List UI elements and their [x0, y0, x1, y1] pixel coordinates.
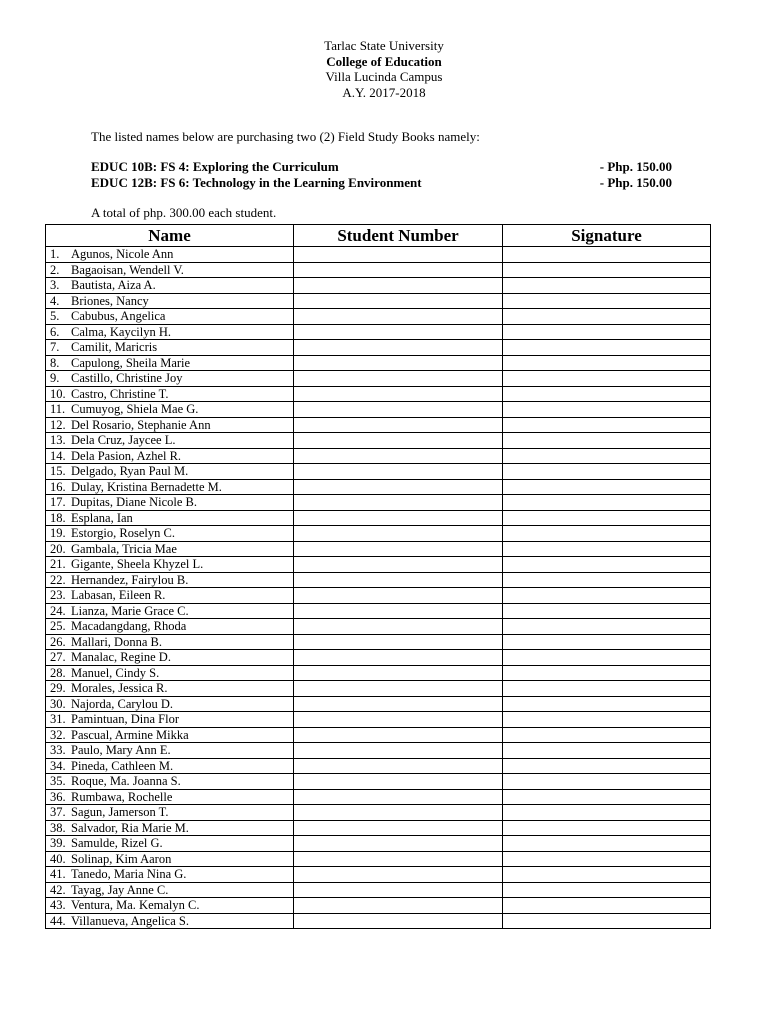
signature-cell	[503, 712, 711, 728]
total-text: A total of php. 300.00 each student.	[91, 205, 277, 220]
student-name-cell	[46, 805, 294, 821]
student-name: Dela Pasion, Azhel R.	[71, 448, 182, 463]
row-number: 28.	[50, 665, 66, 680]
student-number-cell	[294, 495, 503, 511]
signature-cell	[503, 882, 711, 898]
row-number: 10.	[50, 386, 66, 401]
student-name-cell	[46, 727, 294, 743]
row-number: 15.	[50, 464, 66, 479]
signature-cell	[503, 805, 711, 821]
row-number: 33.	[50, 743, 66, 758]
signature-cell	[503, 758, 711, 774]
table-row	[46, 402, 711, 418]
signature-cell	[503, 541, 711, 557]
student-name: Manalac, Regine D.	[71, 650, 171, 665]
student-name: Cumuyog, Shiela Mae G.	[71, 402, 199, 417]
signature-cell	[503, 324, 711, 340]
row-number: 27.	[50, 650, 66, 665]
university-name: Tarlac State University	[324, 38, 444, 53]
student-name-cell	[46, 247, 294, 263]
student-name-cell	[46, 836, 294, 852]
student-number-cell	[294, 743, 503, 759]
student-name-cell	[46, 371, 294, 387]
row-number: 36.	[50, 789, 66, 804]
table-row	[46, 774, 711, 790]
student-number-cell	[294, 541, 503, 557]
student-name: Paulo, Mary Ann E.	[71, 743, 171, 758]
intro-text: The listed names below are purchasing two (2) Field Study Books namely:	[91, 129, 480, 144]
student-name-cell	[46, 495, 294, 511]
student-name: Del Rosario, Stephanie Ann	[71, 417, 211, 432]
signature-cell	[503, 278, 711, 294]
student-name-cell	[46, 278, 294, 294]
student-name: Villanueva, Angelica S.	[71, 913, 189, 928]
student-name-cell	[46, 293, 294, 309]
student-name-cell	[46, 557, 294, 573]
book-price: - Php. 150.00	[599, 174, 672, 190]
signature-cell	[503, 479, 711, 495]
student-name-cell	[46, 867, 294, 883]
student-name-cell	[46, 851, 294, 867]
table-header-row	[46, 225, 711, 247]
student-name-cell	[46, 712, 294, 728]
table-row	[46, 309, 711, 325]
signature-cell	[503, 557, 711, 573]
student-name: Samulde, Rizel G.	[71, 836, 163, 851]
signature-cell	[503, 603, 711, 619]
student-name: Pascual, Armine Mikka	[71, 727, 189, 742]
table-row	[46, 805, 711, 821]
student-name: Najorda, Carylou D.	[71, 696, 174, 711]
signature-cell	[503, 743, 711, 759]
signature-cell	[503, 681, 711, 697]
student-name: Manuel, Cindy S.	[71, 665, 160, 680]
student-name: Tayag, Jay Anne C.	[71, 882, 169, 897]
student-name: Capulong, Sheila Marie	[71, 355, 191, 370]
row-number: 31.	[50, 712, 66, 727]
student-name-cell	[46, 541, 294, 557]
row-number: 13.	[50, 433, 66, 448]
table-row	[46, 696, 711, 712]
row-number: 22.	[50, 572, 66, 587]
book-title: EDUC 10B: FS 4: Exploring the Curriculum	[91, 159, 339, 174]
student-name: Dupitas, Diane Nicole B.	[71, 495, 198, 510]
student-number-cell	[294, 696, 503, 712]
row-number: 16.	[50, 479, 66, 494]
signature-cell	[503, 665, 711, 681]
table-row	[46, 417, 711, 433]
student-number-cell	[294, 851, 503, 867]
student-name-cell	[46, 898, 294, 914]
student-name-cell	[46, 665, 294, 681]
student-name: Dulay, Kristina Bernadette M.	[71, 479, 222, 494]
student-number-cell	[294, 805, 503, 821]
student-name-cell	[46, 588, 294, 604]
student-name-cell	[46, 526, 294, 542]
student-name: Bautista, Aiza A.	[71, 278, 156, 293]
table-row	[46, 619, 711, 635]
signature-cell	[503, 774, 711, 790]
row-number: 44.	[50, 913, 66, 928]
student-name: Solinap, Kim Aaron	[71, 851, 172, 866]
book-list	[91, 159, 672, 190]
student-number-cell	[294, 603, 503, 619]
signature-cell	[503, 293, 711, 309]
table-row	[46, 588, 711, 604]
signature-cell	[503, 495, 711, 511]
row-number: 21.	[50, 557, 66, 572]
row-number: 5.	[50, 309, 60, 324]
student-number-cell	[294, 262, 503, 278]
student-name-cell	[46, 743, 294, 759]
table-row	[46, 882, 711, 898]
signature-column-header: Signature	[503, 225, 711, 247]
student-roster-table	[45, 224, 711, 929]
student-name: Lianza, Marie Grace C.	[71, 603, 189, 618]
student-number-cell	[294, 371, 503, 387]
row-number: 40.	[50, 851, 66, 866]
student-name-cell	[46, 433, 294, 449]
table-row	[46, 836, 711, 852]
student-name: Gigante, Sheela Khyzel L.	[71, 557, 204, 572]
signature-cell	[503, 433, 711, 449]
student-number-cell	[294, 448, 503, 464]
signature-cell	[503, 588, 711, 604]
student-name-cell	[46, 402, 294, 418]
signature-cell	[503, 355, 711, 371]
student-number-column-header: Student Number	[294, 225, 503, 247]
row-number: 32.	[50, 727, 66, 742]
table-row	[46, 650, 711, 666]
table-row	[46, 758, 711, 774]
row-number: 37.	[50, 805, 66, 820]
signature-cell	[503, 510, 711, 526]
student-name: Camilit, Maricris	[71, 340, 158, 355]
student-name: Macadangdang, Rhoda	[71, 619, 187, 634]
signature-cell	[503, 619, 711, 635]
student-number-cell	[294, 867, 503, 883]
student-number-cell	[294, 789, 503, 805]
signature-cell	[503, 898, 711, 914]
table-row	[46, 510, 711, 526]
student-number-cell	[294, 247, 503, 263]
row-number: 7.	[50, 340, 60, 355]
student-number-cell	[294, 774, 503, 790]
row-number: 20.	[50, 541, 66, 556]
student-name: Delgado, Ryan Paul M.	[71, 464, 189, 479]
student-name: Castro, Christine T.	[71, 386, 169, 401]
student-number-cell	[294, 898, 503, 914]
student-number-cell	[294, 355, 503, 371]
student-number-cell	[294, 588, 503, 604]
table-row	[46, 526, 711, 542]
student-name: Sagun, Jamerson T.	[71, 805, 169, 820]
student-name: Dela Cruz, Jaycee L.	[71, 433, 176, 448]
signature-cell	[503, 789, 711, 805]
student-name-cell	[46, 464, 294, 480]
table-row	[46, 820, 711, 836]
row-number: 39.	[50, 836, 66, 851]
student-number-cell	[294, 557, 503, 573]
signature-cell	[503, 913, 711, 929]
student-name: Pineda, Cathleen M.	[71, 758, 174, 773]
row-number: 26.	[50, 634, 66, 649]
row-number: 4.	[50, 293, 60, 308]
signature-cell	[503, 820, 711, 836]
book-item	[91, 159, 672, 175]
table-row	[46, 913, 711, 929]
row-number: 1.	[50, 247, 60, 262]
signature-cell	[503, 851, 711, 867]
academic-year: A.Y. 2017-2018	[342, 84, 426, 100]
student-name-cell	[46, 882, 294, 898]
table-row	[46, 479, 711, 495]
student-number-cell	[294, 417, 503, 433]
table-row	[46, 603, 711, 619]
student-number-cell	[294, 293, 503, 309]
signature-cell	[503, 309, 711, 325]
table-row	[46, 495, 711, 511]
student-number-cell	[294, 510, 503, 526]
table-row	[46, 665, 711, 681]
student-number-cell	[294, 634, 503, 650]
student-name: Estorgio, Roselyn C.	[71, 526, 175, 541]
signature-cell	[503, 464, 711, 480]
table-row	[46, 293, 711, 309]
student-number-cell	[294, 820, 503, 836]
signature-cell	[503, 650, 711, 666]
signature-cell	[503, 262, 711, 278]
student-number-cell	[294, 882, 503, 898]
student-name: Roque, Ma. Joanna S.	[71, 774, 181, 789]
name-column-header: Name	[46, 225, 294, 247]
student-name-cell	[46, 262, 294, 278]
signature-cell	[503, 386, 711, 402]
student-number-cell	[294, 402, 503, 418]
row-number: 18.	[50, 510, 66, 525]
table-row	[46, 433, 711, 449]
row-number: 11.	[50, 402, 66, 417]
student-name: Labasan, Eileen R.	[71, 588, 166, 603]
student-number-cell	[294, 758, 503, 774]
table-row	[46, 386, 711, 402]
student-name: Ventura, Ma. Kemalyn C.	[71, 898, 200, 913]
row-number: 43.	[50, 898, 66, 913]
student-name-cell	[46, 650, 294, 666]
book-price: - Php. 150.00	[599, 159, 672, 174]
student-number-cell	[294, 650, 503, 666]
student-name: Salvador, Ria Marie M.	[71, 820, 189, 835]
student-name-cell	[46, 913, 294, 929]
student-number-cell	[294, 526, 503, 542]
row-number: 24.	[50, 603, 66, 618]
row-number: 17.	[50, 495, 66, 510]
row-number: 35.	[50, 774, 66, 789]
table-row	[46, 541, 711, 557]
student-name-cell	[46, 340, 294, 356]
book-item	[91, 175, 672, 191]
signature-cell	[503, 448, 711, 464]
table-row	[46, 278, 711, 294]
row-number: 25.	[50, 619, 66, 634]
signature-cell	[503, 417, 711, 433]
student-name: Agunos, Nicole Ann	[71, 247, 174, 262]
document-header	[0, 38, 768, 100]
student-number-cell	[294, 665, 503, 681]
student-name-cell	[46, 309, 294, 325]
table-row	[46, 355, 711, 371]
student-name-cell	[46, 681, 294, 697]
signature-cell	[503, 634, 711, 650]
student-name-cell	[46, 448, 294, 464]
student-name-cell	[46, 789, 294, 805]
row-number: 23.	[50, 588, 66, 603]
student-number-cell	[294, 913, 503, 929]
row-number: 6.	[50, 324, 60, 339]
student-number-cell	[294, 340, 503, 356]
row-number: 41.	[50, 867, 66, 882]
table-row	[46, 557, 711, 573]
row-number: 42.	[50, 882, 66, 897]
student-name-cell	[46, 758, 294, 774]
signature-cell	[503, 867, 711, 883]
signature-cell	[503, 526, 711, 542]
student-name-cell	[46, 619, 294, 635]
row-number: 19.	[50, 526, 66, 541]
student-name-cell	[46, 510, 294, 526]
table-row	[46, 727, 711, 743]
table-row	[46, 448, 711, 464]
student-name: Calma, Kaycilyn H.	[71, 324, 171, 339]
student-number-cell	[294, 386, 503, 402]
table-row	[46, 743, 711, 759]
row-number: 14.	[50, 448, 66, 463]
student-number-cell	[294, 479, 503, 495]
student-number-cell	[294, 619, 503, 635]
signature-cell	[503, 836, 711, 852]
student-name-cell	[46, 324, 294, 340]
book-title: EDUC 12B: FS 6: Technology in the Learning Environment	[91, 174, 422, 190]
row-number: 38.	[50, 820, 66, 835]
student-name-cell	[46, 355, 294, 371]
table-row	[46, 789, 711, 805]
student-number-cell	[294, 727, 503, 743]
college-name: College of Education	[326, 53, 442, 69]
student-name: Pamintuan, Dina Flor	[71, 712, 179, 727]
student-number-cell	[294, 309, 503, 325]
table-row	[46, 634, 711, 650]
student-number-cell	[294, 836, 503, 852]
student-name: Briones, Nancy	[71, 293, 149, 308]
student-name: Morales, Jessica R.	[71, 681, 168, 696]
signature-cell	[503, 247, 711, 263]
table-row	[46, 262, 711, 278]
student-name: Hernandez, Fairylou B.	[71, 572, 189, 587]
table-row	[46, 247, 711, 263]
student-name-cell	[46, 417, 294, 433]
student-name: Bagaoisan, Wendell V.	[71, 262, 184, 277]
table-row	[46, 867, 711, 883]
student-number-cell	[294, 324, 503, 340]
student-name: Rumbawa, Rochelle	[71, 789, 173, 804]
signature-cell	[503, 696, 711, 712]
table-row	[46, 464, 711, 480]
student-name-cell	[46, 634, 294, 650]
student-name: Mallari, Donna B.	[71, 634, 162, 649]
table-row	[46, 681, 711, 697]
row-number: 9.	[50, 371, 60, 386]
student-name: Cabubus, Angelica	[71, 309, 166, 324]
student-name-cell	[46, 603, 294, 619]
student-number-cell	[294, 433, 503, 449]
student-name: Esplana, Ian	[71, 510, 133, 525]
signature-cell	[503, 371, 711, 387]
student-name: Castillo, Christine Joy	[71, 371, 183, 386]
student-name-cell	[46, 572, 294, 588]
table-row	[46, 712, 711, 728]
row-number: 2.	[50, 262, 60, 277]
signature-cell	[503, 572, 711, 588]
student-name-cell	[46, 479, 294, 495]
row-number: 29.	[50, 681, 66, 696]
student-number-cell	[294, 464, 503, 480]
row-number: 30.	[50, 696, 66, 711]
student-name-cell	[46, 820, 294, 836]
table-row	[46, 851, 711, 867]
student-number-cell	[294, 572, 503, 588]
student-name-cell	[46, 774, 294, 790]
table-row	[46, 340, 711, 356]
student-name-cell	[46, 386, 294, 402]
row-number: 12.	[50, 417, 66, 432]
student-name-cell	[46, 696, 294, 712]
campus-name: Villa Lucinda Campus	[325, 69, 443, 84]
signature-cell	[503, 727, 711, 743]
table-row	[46, 324, 711, 340]
student-name: Gambala, Tricia Mae	[71, 541, 177, 556]
row-number: 3.	[50, 278, 60, 293]
row-number: 8.	[50, 355, 60, 370]
table-row	[46, 572, 711, 588]
student-number-cell	[294, 712, 503, 728]
table-row	[46, 898, 711, 914]
signature-cell	[503, 340, 711, 356]
student-number-cell	[294, 278, 503, 294]
row-number: 34.	[50, 758, 66, 773]
student-name: Tanedo, Maria Nina G.	[71, 867, 187, 882]
signature-cell	[503, 402, 711, 418]
student-number-cell	[294, 681, 503, 697]
table-row	[46, 371, 711, 387]
